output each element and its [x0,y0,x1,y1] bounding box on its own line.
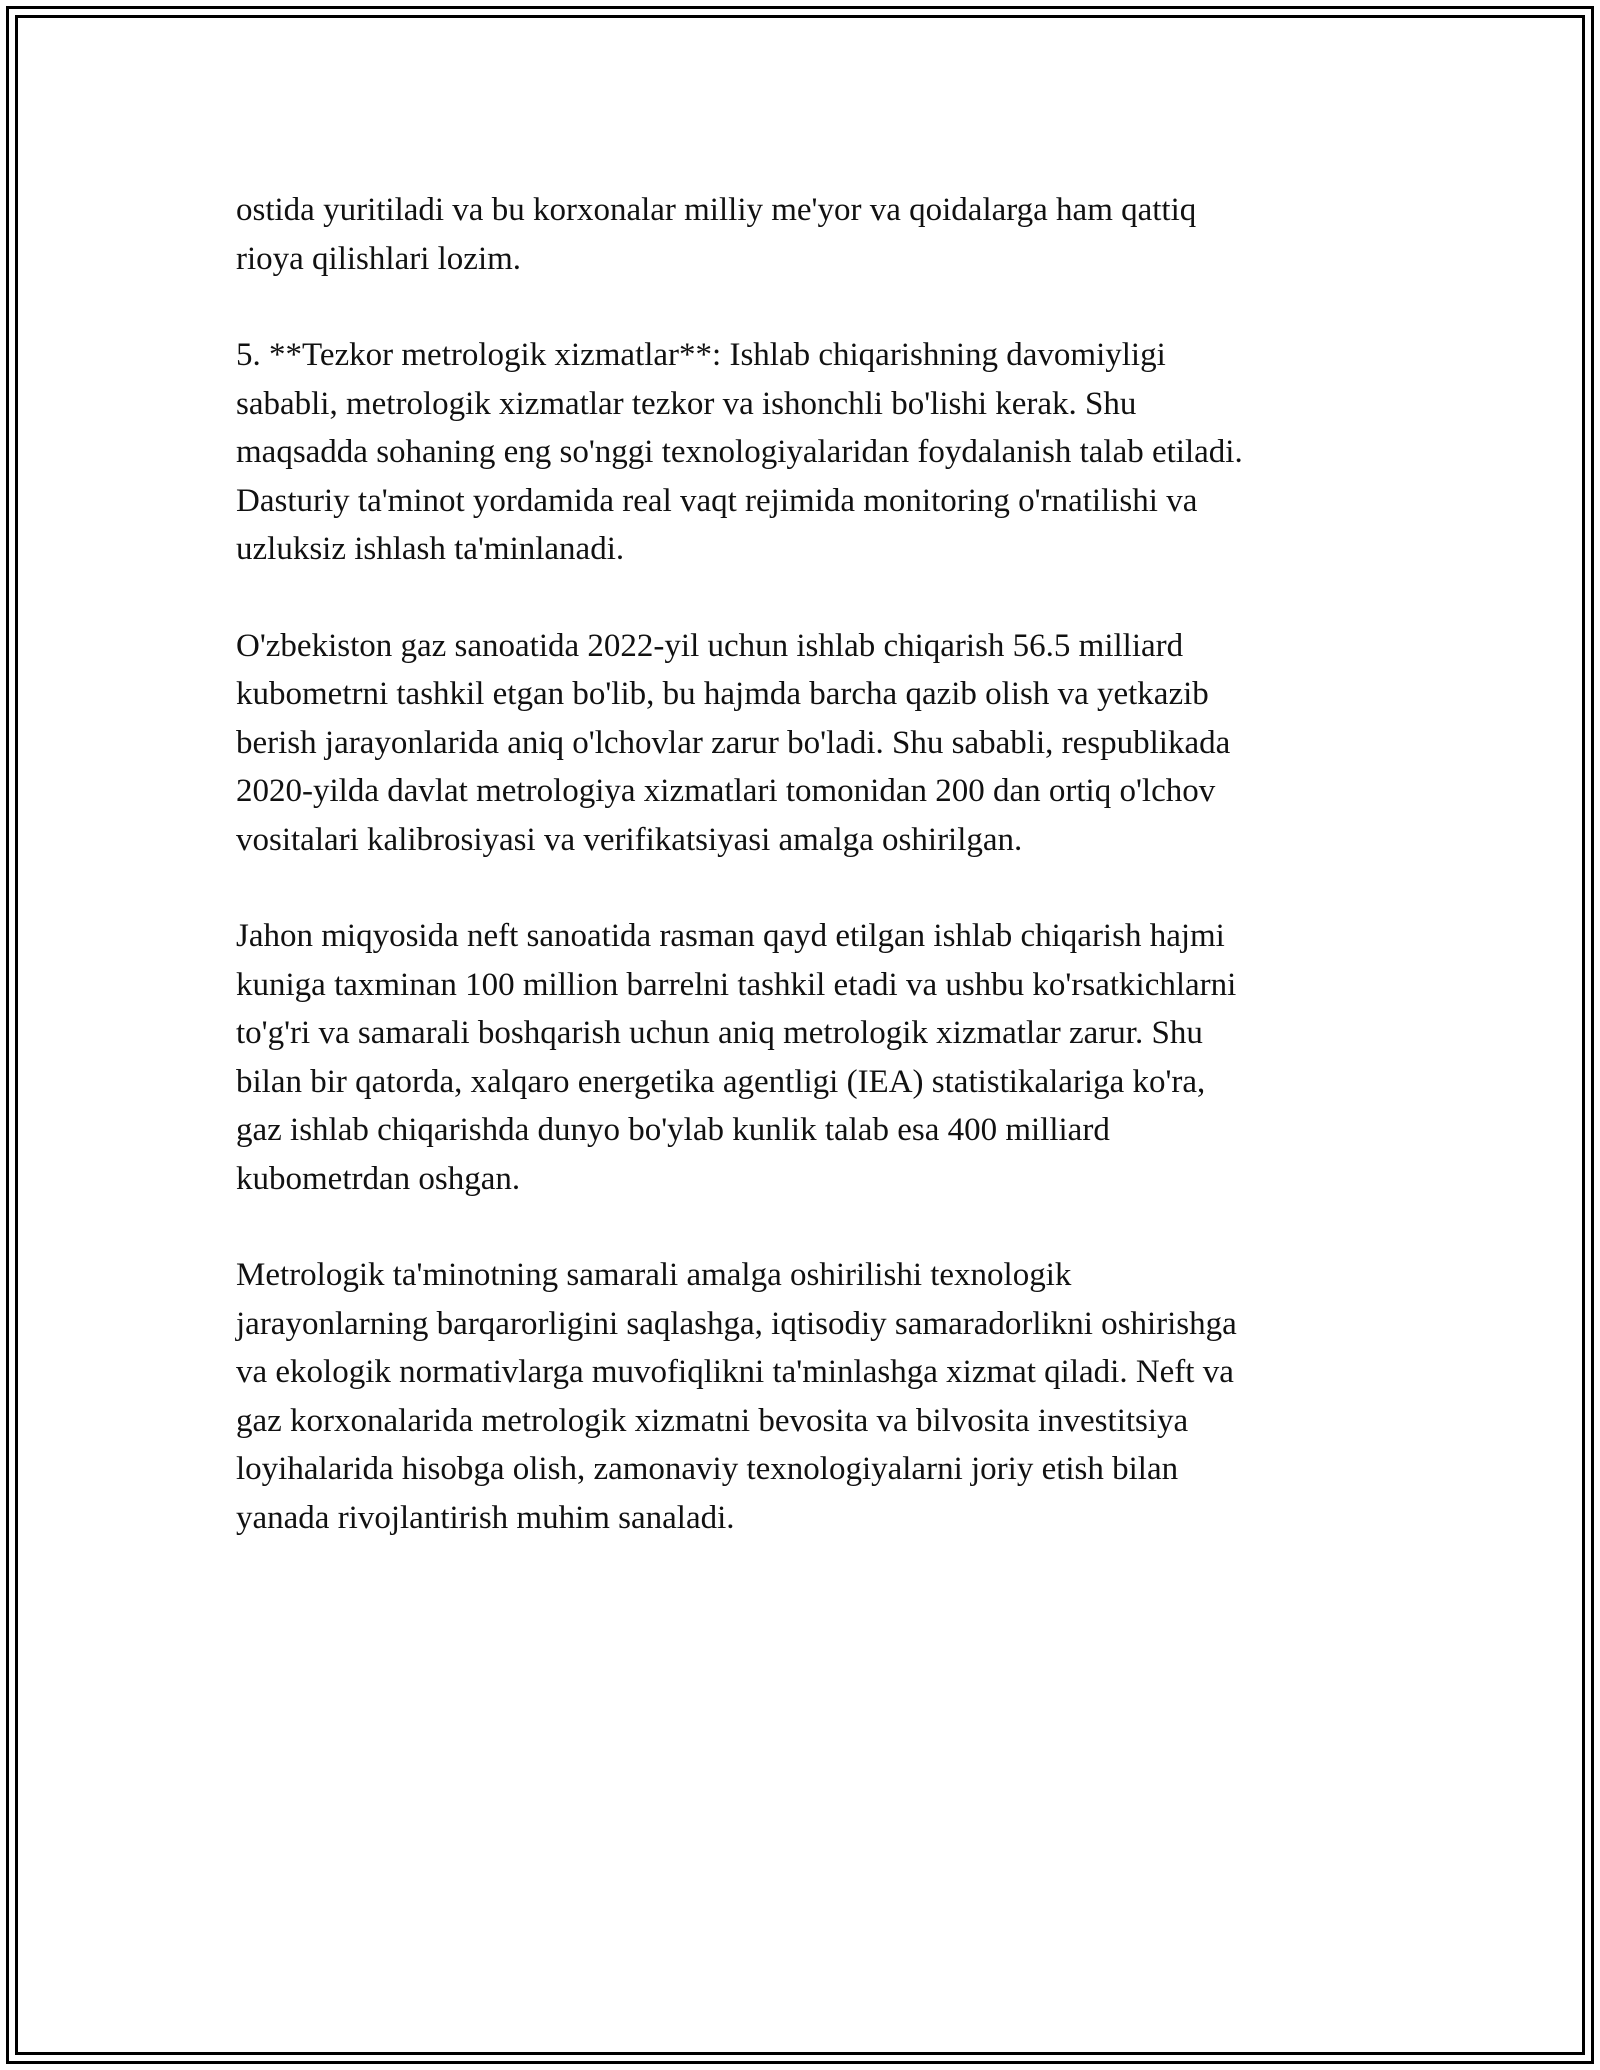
paragraph-jahon-neft: Jahon miqyosida neft sanoatida rasman qayd etilgan ishlab chiqarish hajmi kuniga taxminan 100 million barrelni tashkil etadi va ushbu ko'rsatkichlarni to'g'ri va samarali boshqarish uchun aniq metrologik xizmatlar zarur. Shu bilan bir qatorda, xalqaro energetika agentligi (IEA) statistikalariga ko'ra, gaz ishlab chiqarishda dunyo bo'ylab kunlik talab esa 400 milliard kubometrdan oshgan. [236,918,1237,1197]
paragraph-gaz-sanoati: O'zbekiston gaz sanoatida 2022-yil uchun ishlab chiqarish 56.5 milliard kubometrni tashkil etgan bo'lib, bu hajmda barcha qazib olish va yetkazib berish jarayonlarida aniq o'lchovlar zarur bo'ladi. Shu sababli, respublikada 2020-yilda davlat metrologiya xizmatlari tomonidan 200 dan ortiq o'lchov vositalari kalibrosiyasi va verifikatsiyasi amalga oshirilgan. [236,627,1231,858]
paragraph-metrologik-taminot: Metrologik ta'minotning samarali amalga oshirilishi texnologik jarayonlarning barqarorligini saqlashga, iqtisodiy samaradorlikni oshirishga va ekologik normativlarga muvofiqlikni ta'minlashga xizmat qiladi. Neft va gaz korxonalarida metrologik xizmatni bevosita va bilvosita investitsiya loyihalarida hisobga olish, zamonaviy texnologiyalarni joriy etish bilan yanada rivojlantirish muhim sanaladi. [236,1257,1237,1536]
document-body [236,186,1376,1590]
paragraph-tezkor-xizmatlar: 5. **Tezkor metrologik xizmatlar**: Ishlab chiqarishning davomiyligi sababli, metrologik xizmatlar tezkor va ishonchli bo'lishi kerak. Shu maqsadda sohaning eng so'nggi texnologiyalaridan foydalanish talab etiladi. Dasturiy ta'minot yordamida real vaqt rejimida monitoring o'rnatilishi va uzluksiz ishlash ta'minlanadi. [236,337,1243,567]
paragraph-continuation: ostida yuritiladi va bu korxonalar milliy me'yor va qoidalarga ham qattiq rioya qilishlari lozim. [236,192,1197,277]
